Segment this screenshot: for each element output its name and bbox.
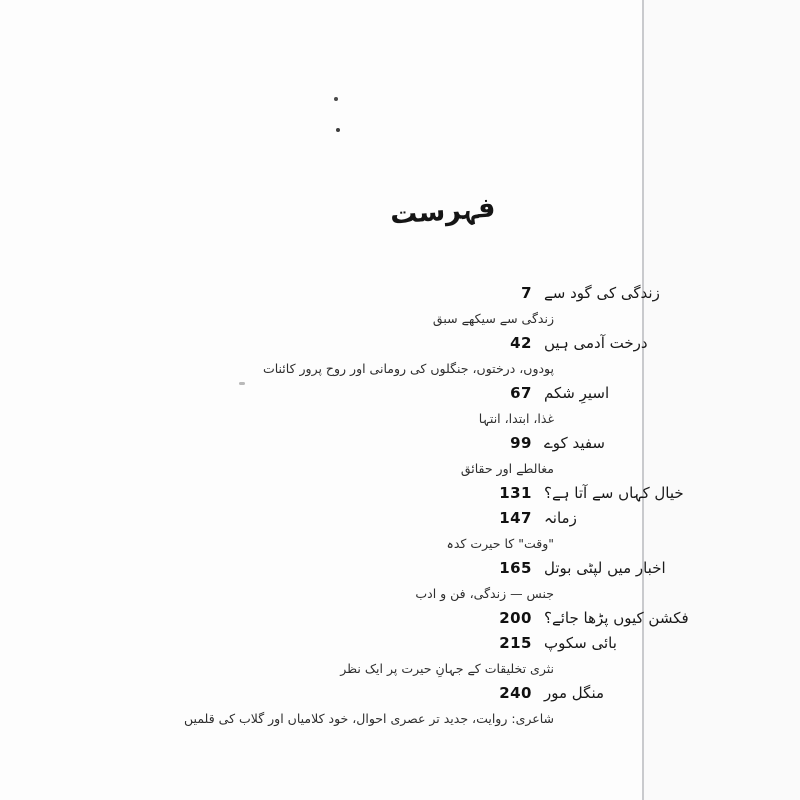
- toc-entry-main-line: [0, 631, 800, 656]
- toc-entry-main-line: [0, 431, 800, 456]
- chapter-title: زندگی کی گود سے: [544, 284, 660, 302]
- chapter-title: سفید کوے: [544, 434, 606, 452]
- chapter-title: درخت آدمی ہیں: [544, 334, 648, 352]
- chapter-subtitle: شاعری: روایت، جدید تر عصری احوال، خود کلامیاں اور گلاب کی قلمیں: [184, 711, 554, 726]
- page-number: 67: [510, 384, 532, 402]
- toc-entry-main-line: [0, 681, 800, 706]
- chapter-subtitle: نثری تخلیقات کے جہانِ حیرت پر ایک نظر: [340, 661, 554, 676]
- toc-entry-main-line: [0, 331, 800, 356]
- toc-entry: [0, 556, 800, 606]
- toc-entry-main-line: [0, 481, 800, 506]
- chapter-subtitle: غذا، ابتدا، انتہا: [478, 411, 554, 426]
- chapter-title: خیال کہاں سے آتا ہے؟: [544, 484, 684, 502]
- toc-entry: [0, 381, 800, 431]
- table-of-contents: [0, 281, 800, 731]
- page-number: 99: [510, 434, 532, 452]
- toc-entry-sub-line: [0, 456, 800, 481]
- scan-speck: [334, 97, 338, 101]
- toc-entry: [0, 431, 800, 481]
- page-number: 147: [499, 509, 532, 527]
- toc-entry-sub-line: [0, 531, 800, 556]
- chapter-title: منگل مور: [544, 684, 604, 702]
- toc-entry: [0, 606, 800, 631]
- chapter-title: فکشن کیوں پڑھا جائے؟: [544, 609, 689, 627]
- page-number: 215: [499, 634, 532, 652]
- toc-entry-sub-line: [0, 356, 800, 381]
- scan-speck: [336, 128, 340, 132]
- toc-entry-main-line: [0, 506, 800, 531]
- page-number: 240: [499, 684, 532, 702]
- page-number: 165: [499, 559, 532, 577]
- page-number: 42: [510, 334, 532, 352]
- toc-entry-main-line: [0, 556, 800, 581]
- toc-entry: [0, 506, 800, 556]
- page-number: 7: [521, 284, 532, 302]
- page-number: 131: [499, 484, 532, 502]
- toc-entry-sub-line: [0, 406, 800, 431]
- chapter-subtitle: مغالطے اور حقائق: [460, 461, 554, 476]
- chapter-subtitle: پودوں، درختوں، جنگلوں کی رومانی اور روح پرور کائنات: [262, 361, 554, 376]
- toc-entry-main-line: [0, 281, 800, 306]
- chapter-subtitle: جنس — زندگی، فن و ادب: [415, 586, 554, 601]
- toc-entry: [0, 481, 800, 506]
- toc-entry-sub-line: [0, 306, 800, 331]
- page-number: 200: [499, 609, 532, 627]
- toc-entry-main-line: [0, 606, 800, 631]
- toc-entry-main-line: [0, 381, 800, 406]
- chapter-title: اخبار میں لپٹی بوتل: [544, 559, 666, 577]
- chapter-subtitle: زندگی سے سیکھے سبق: [432, 311, 554, 326]
- chapter-title: زمانہ: [544, 509, 577, 527]
- chapter-title: اسیرِ شکم: [544, 384, 610, 402]
- toc-entry: [0, 681, 800, 731]
- chapter-title: بائی سکوپ: [544, 634, 617, 652]
- toc-entry-sub-line: [0, 581, 800, 606]
- toc-entry-sub-line: [0, 656, 800, 681]
- toc-entry: [0, 281, 800, 331]
- chapter-subtitle: "وقت" کا حیرت کدہ: [446, 536, 554, 551]
- toc-entry: [0, 631, 800, 681]
- toc-entry-sub-line: [0, 706, 800, 731]
- page-title: فہرست: [389, 192, 497, 231]
- toc-entry: [0, 331, 800, 381]
